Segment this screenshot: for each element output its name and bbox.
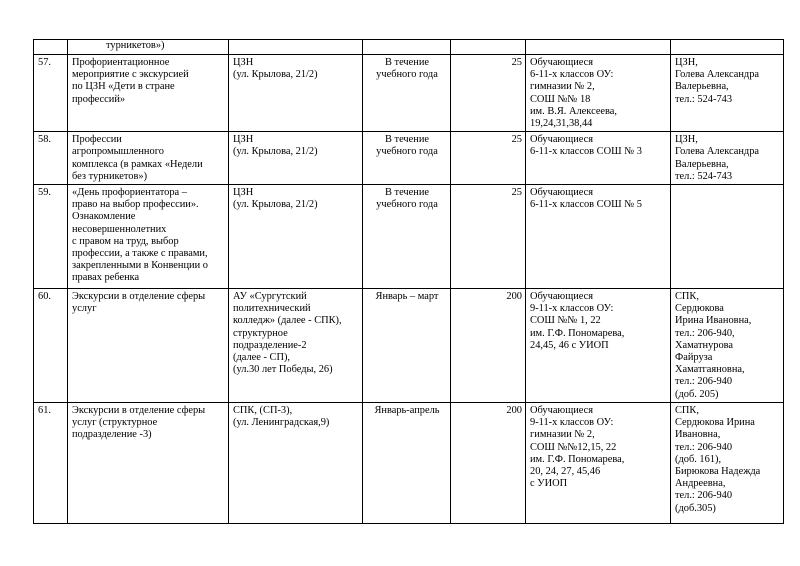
table-row [34,132,784,185]
participant-count: 25 [451,185,526,289]
participants: Обучающиеся 6-11-х классов СОШ № 3 [526,132,671,185]
event-name: «День профориентатора – право на выбор профессии». Ознакомление несовершеннолетних с правом на труд, выбор профессии, а также с правами, закрепленными в Конвенции о правах ребенка [68,185,229,289]
participants: Обучающиеся 6-11-х классов СОШ № 5 [526,185,671,289]
table-row [34,403,784,524]
participant-count: 200 [451,403,526,524]
table-row [34,185,784,289]
responsible: ЦЗН, Голева Александра Валерьевна, тел.: 524-743 [671,55,784,132]
event-place: ЦЗН (ул. Крылова, 21/2) [229,55,363,132]
responsible: ЦЗН, Голева Александра Валерьевна, тел.: 524-743 [671,132,784,185]
event-place: ЦЗН (ул. Крылова, 21/2) [229,185,363,289]
event-period: В течение учебного года [363,55,451,132]
cell-place [229,40,363,55]
cell-num [34,40,68,55]
event-place: СПК, (СП-3), (ул. Ленинградская,9) [229,403,363,524]
row-number: 57. [34,55,68,132]
row-number: 59. [34,185,68,289]
event-name: Экскурсии в отделение сферы услуг (структурное подразделение -3) [68,403,229,524]
cell-responsible [671,40,784,55]
participant-count: 200 [451,289,526,403]
events-table [33,39,784,524]
table-row-continued [34,40,784,55]
event-period: Январь – март [363,289,451,403]
row-number: 60. [34,289,68,403]
responsible [671,185,784,289]
event-period: Январь-апрель [363,403,451,524]
cell-count [451,40,526,55]
participant-count: 25 [451,132,526,185]
cell-participants [526,40,671,55]
cell-period [363,40,451,55]
event-period: В течение учебного года [363,185,451,289]
event-place: ЦЗН (ул. Крылова, 21/2) [229,132,363,185]
participant-count: 25 [451,55,526,132]
responsible: СПК, Сердюкова Ирина Ивановна, тел.: 206-940 (доб. 161), Бирюкова Надежда Андреевна, тел.: 206-940 (доб.305) [671,403,784,524]
participants: Обучающиеся 6-11-х классов ОУ: гимназии № 2, СОШ №№ 18 им. В.Я. Алексеева, 19,24,31,38,44 [526,55,671,132]
row-number: 61. [34,403,68,524]
event-name: Профориентационное мероприятие с экскурсией по ЦЗН «Дети в стране профессий» [68,55,229,132]
event-period: В течение учебного года [363,132,451,185]
event-name: Профессии агропромышленного комплекса (в рамках «Недели без турникетов») [68,132,229,185]
responsible: СПК, Сердюкова Ирина Ивановна, тел.: 206-940, Хаматнурова Файруза Хаматгаяновна, тел.: 206-940 (доб. 205) [671,289,784,403]
cell-event: турникетов») [68,40,229,55]
event-place: АУ «Сургутский политехнический колледж» (далее - СПК), структурное подразделение-2 (далее - СП), (ул.30 лет Победы, 26) [229,289,363,403]
table-row [34,289,784,403]
event-name: Экскурсии в отделение сферы услуг [68,289,229,403]
participants: Обучающиеся 9-11-х классов ОУ: СОШ №№ 1, 22 им. Г.Ф. Пономарева, 24,45, 46 с УИОП [526,289,671,403]
row-number: 58. [34,132,68,185]
table-row [34,55,784,132]
participants: Обучающиеся 9-11-х классов ОУ: гимназии № 2, СОШ №№12,15, 22 им. Г.Ф. Пономарева, 20, 24, 27, 45,46 с УИОП [526,403,671,524]
